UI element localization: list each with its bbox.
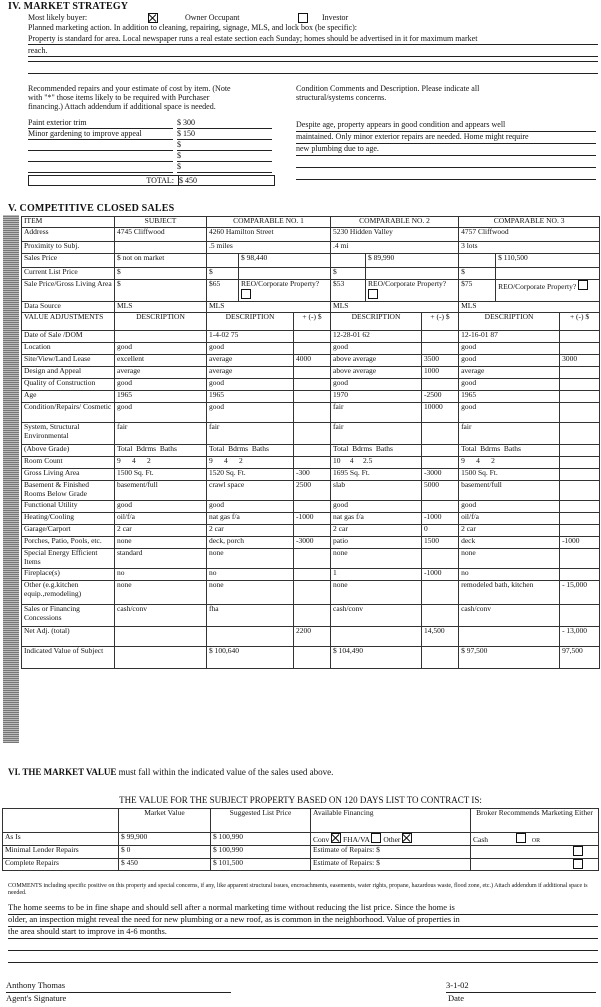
section-vi-title: VI. THE MARKET VALUE must fall within the indicated value of the sales used above. (8, 767, 334, 777)
table-row: Data Source MLS MLS MLS MLS (22, 302, 600, 313)
left-margin-stripe (3, 215, 19, 743)
subject-value: cash/conv (115, 605, 207, 627)
comp3-description: 2 car (459, 525, 560, 537)
comp2-description: good (331, 501, 422, 513)
comp1-adjustment (294, 549, 331, 569)
comp2-adjustment: 1000 (422, 367, 459, 379)
row-label: Design and Appeal (22, 367, 115, 379)
comp1-description: crawl space (207, 481, 294, 501)
comp3-description: average (459, 367, 560, 379)
reo-checkbox[interactable] (578, 280, 588, 290)
comp1-adjustment (294, 647, 331, 669)
subject-value: good (115, 403, 207, 423)
signature-date[interactable]: 3-1-02 (446, 981, 596, 993)
row-label: Sales or Financing Concessions (22, 605, 115, 627)
comp1-description: good (207, 403, 294, 423)
comp3-adjustment (560, 343, 600, 355)
repair-row[interactable]: $ (28, 151, 278, 162)
table-subheader-row: VALUE ADJUSTMENTS DESCRIPTION DESCRIPTION + (-) $ DESCRIPTION + (-) $ DESCRIPTION + (-) $ (22, 313, 600, 331)
table-row: Complete Repairs $ 450 $ 101,500 Estimate of Repairs: $ (3, 858, 599, 871)
comp1-description: good (207, 379, 294, 391)
comp2-description: cash/conv (331, 605, 422, 627)
comp3-adjustment: - 15,000 (560, 581, 600, 605)
subject-value: fair (115, 423, 207, 445)
table-row: Room Count 9 4 2 9 4 2 10 4 2.5 9 4 2 (22, 457, 600, 469)
table-row (22, 343, 600, 355)
reo-checkbox[interactable] (241, 289, 251, 299)
table-row: Address 4745 Cliffwood 4260 Hamilton Street 5230 Hidden Valley 4757 Cliffwood (22, 228, 600, 242)
subject-value: standard (115, 549, 207, 569)
comp3-description: 12-16-01 87 (459, 331, 560, 343)
comp1-adjustment (294, 605, 331, 627)
comp1-description: 2 car (207, 525, 294, 537)
comp1-adjustment: 4000 (294, 355, 331, 367)
table-row (22, 331, 600, 343)
comp1-description: 1965 (207, 391, 294, 403)
comp2-description: good (331, 343, 422, 355)
comp2-adjustment (422, 581, 459, 605)
comp1-description: good (207, 343, 294, 355)
table-row (22, 581, 600, 605)
row-label: Garage/Carport (22, 525, 115, 537)
row-label: Indicated Value of Subject (22, 647, 115, 669)
row-label: Functional Utility (22, 501, 115, 513)
comp2-adjustment (422, 605, 459, 627)
comp2-description: 1970 (331, 391, 422, 403)
repair-row[interactable]: $ (28, 140, 278, 151)
table-row: Sales Price $ not on market $ 98,440 $ 89,990 $ 110,500 (22, 254, 600, 268)
table-header-row: ITEM SUBJECT COMPARABLE NO. 1 COMPARABLE NO. 2 COMPARABLE NO. 3 (22, 217, 600, 228)
section-v-title: V. COMPETITIVE CLOSED SALES (8, 203, 175, 214)
other-checkbox[interactable] (402, 833, 412, 843)
comp3-adjustment (560, 367, 600, 379)
comp3-description: good (459, 379, 560, 391)
table-row: Current List Price $ $ $ $ (22, 268, 600, 280)
subject-value: none (115, 537, 207, 549)
comp2-adjustment: -1000 (422, 513, 459, 525)
comp1-description (207, 627, 294, 647)
comp1-adjustment (294, 423, 331, 445)
comp2-description: above average (331, 367, 422, 379)
row-label: Condition/Repairs/ Cosmetic (22, 403, 115, 423)
subject-value: good (115, 343, 207, 355)
row-label: Site/View/Land Lease (22, 355, 115, 367)
row-label: Fireplace(s) (22, 569, 115, 581)
comp1-adjustment (294, 581, 331, 605)
comp1-description: none (207, 549, 294, 569)
fha-va-checkbox[interactable] (371, 833, 381, 843)
row-label: Other (e.g.kitchen equip.,remodeling) (22, 581, 115, 605)
comp3-adjustment: 3000 (560, 355, 600, 367)
comp3-description: $ 97,500 (459, 647, 560, 669)
comp1-description: none (207, 581, 294, 605)
comp2-adjustment (422, 331, 459, 343)
comp3-description: fair (459, 423, 560, 445)
comp1-description: nat gas f/a (207, 513, 294, 525)
investor-checkbox[interactable] (298, 13, 308, 23)
comp3-adjustment (560, 423, 600, 445)
table-row (22, 513, 600, 525)
comp3-adjustment (560, 605, 600, 627)
table-row (22, 537, 600, 549)
comp1-description: 1-4-02 75 (207, 331, 294, 343)
table-row: Sale Price/Gross Living Area $ $65 REO/Corporate Property? $53 REO/Corporate Property? $75 REO/Corporate Property? (22, 280, 600, 302)
comp2-description: slab (331, 481, 422, 501)
comp3-adjustment (560, 549, 600, 569)
condition-comments[interactable]: Despite age, property appears in good condition and appears well maintained. Only minor exterior repairs are needed. Home might require new plumbing due to age. (296, 120, 596, 180)
table-row: As Is $ 99,900 $ 100,990 Conv FHA/VA Other Cash OR (3, 833, 599, 846)
comp2-description: 12-28-01 62 (331, 331, 422, 343)
comp1-adjustment (294, 501, 331, 513)
repair-row[interactable]: Minor gardening to improve appeal $ 150 (28, 129, 278, 140)
comp2-adjustment: 0 (422, 525, 459, 537)
comp3-description: 1965 (459, 391, 560, 403)
table-row (22, 605, 600, 627)
row-label: Heating/Cooling (22, 513, 115, 525)
comp3-description: no (459, 569, 560, 581)
investor-label: Investor (322, 13, 349, 22)
comp1-adjustment (294, 379, 331, 391)
comp2-adjustment (422, 549, 459, 569)
table-row (22, 403, 600, 423)
repairs-list (28, 118, 278, 186)
comp2-adjustment: 14,500 (422, 627, 459, 647)
comp3-description: deck (459, 537, 560, 549)
comp2-adjustment (422, 501, 459, 513)
subject-value: average (115, 367, 207, 379)
comp2-adjustment (422, 379, 459, 391)
table-row: (Above Grade) Total Bdrms Baths Total Bdrms Baths Total Bdrms Baths Total Bdrms Baths (22, 445, 600, 457)
conv-checkbox[interactable] (331, 833, 341, 843)
comp1-adjustment (294, 343, 331, 355)
repairs-header: Recommended repairs and your estimate of cost by item. (Note with "*" those items likely to be required with Purchaser financing.) Attach addendum if additional space is needed. (28, 84, 231, 112)
subject-value: good (115, 379, 207, 391)
comp2-description: fair (331, 403, 422, 423)
comp3-adjustment (560, 569, 600, 581)
comp2-description: above average (331, 355, 422, 367)
row-label: Basement & Finished Rooms Below Grade (22, 481, 115, 501)
comp3-adjustment (560, 391, 600, 403)
subject-value: no (115, 569, 207, 581)
comp3-description: oil/f/a (459, 513, 560, 525)
comp1-description: deck, porch (207, 537, 294, 549)
table-row: Proximity to Subj. .5 miles .4 mi 3 lots (22, 242, 600, 254)
row-label: Net Adj. (total) (22, 627, 115, 647)
comments-label: COMMENTS including specific positive on this property and special concerns, if any, like apparent structural issues, encroachments, easements, water rights, propane, hazardous waste, flood zone, etc.) Attach addendum if additional space is needed. (8, 883, 588, 896)
comp1-adjustment (294, 525, 331, 537)
row-label: Age (22, 391, 115, 403)
comp2-adjustment: 5000 (422, 481, 459, 501)
row-label: System, Structural Environmental (22, 423, 115, 445)
section-iv-title: IV. MARKET STRATEGY (8, 1, 129, 12)
comp1-description: average (207, 367, 294, 379)
table-row (22, 569, 600, 581)
date-label: Date (448, 993, 465, 1003)
comp1-adjustment: 2500 (294, 481, 331, 501)
blank-line (28, 60, 598, 62)
value-banner: THE VALUE FOR THE SUBJECT PROPERTY BASED ON 120 DAYS LIST TO CONTRACT IS: (119, 795, 482, 805)
comp2-description: none (331, 581, 422, 605)
row-label: Porches, Patio, Pools, etc. (22, 537, 115, 549)
comp3-description: basement/full (459, 481, 560, 501)
comp1-adjustment: -1000 (294, 513, 331, 525)
comp3-adjustment (560, 331, 600, 343)
comp3-description: remodeled bath, kitchen (459, 581, 560, 605)
comp2-adjustment (422, 423, 459, 445)
comp3-adjustment (560, 501, 600, 513)
comp2-adjustment: -2500 (422, 391, 459, 403)
repair-row[interactable]: $ (28, 162, 278, 173)
table-row (22, 379, 600, 391)
row-label: Date of Sale /DOM (22, 331, 115, 343)
planned-marketing-label: Planned marketing action. In addition to cleaning, repairing, signage, MLS, and lock box (be specific): (28, 23, 358, 32)
comp2-description: fair (331, 423, 422, 445)
comp3-adjustment (560, 513, 600, 525)
comp1-adjustment (294, 403, 331, 423)
comp3-description: good (459, 501, 560, 513)
cash-checkbox[interactable] (516, 833, 526, 843)
table-row (22, 549, 600, 569)
row-label: Special Energy Efficient Items (22, 549, 115, 569)
subject-value: good (115, 501, 207, 513)
buyer-label: Most likely buyer: (28, 13, 88, 22)
comp1-description: fair (207, 423, 294, 445)
broker-checkbox[interactable] (573, 846, 583, 856)
comp2-description: good (331, 379, 422, 391)
table-row (22, 525, 600, 537)
comp3-description: good (459, 403, 560, 423)
row-label: Location (22, 343, 115, 355)
table-row: Gross Living Area 1500 Sq. Ft. 1520 Sq. Ft. -300 1695 Sq. Ft. -3000 1500 Sq. Ft. (22, 469, 600, 481)
comp1-adjustment (294, 367, 331, 379)
table-row (22, 481, 600, 501)
comp3-description: good (459, 343, 560, 355)
comp2-adjustment (422, 647, 459, 669)
comp3-adjustment (560, 525, 600, 537)
subject-value: excellent (115, 355, 207, 367)
agent-signature[interactable]: Anthony Thomas (6, 981, 231, 993)
comp1-description: average (207, 355, 294, 367)
subject-value: oil/f/a (115, 513, 207, 525)
subject-value (115, 627, 207, 647)
table-row (22, 627, 600, 647)
table-row (22, 647, 600, 669)
comments-text[interactable]: The home seems to be in fine shape and should sell after a normal marketing time without reducing the list price. Since the home is older, an inspection might reveal the need for new plumbing or a new roof, as is common in the neighborhood. Value of properties in the area should start to improve in 4-6 months. (8, 903, 598, 963)
comp1-description: no (207, 569, 294, 581)
subject-value: basement/full (115, 481, 207, 501)
repair-row[interactable]: Paint exterior trim $ 300 (28, 118, 278, 129)
comp1-description: $ 100,640 (207, 647, 294, 669)
comp2-adjustment: -1000 (422, 569, 459, 581)
subject-value (115, 331, 207, 343)
comp2-description: nat gas f/a (331, 513, 422, 525)
comp3-adjustment (560, 403, 600, 423)
agent-signature-label: Agent's Signature (6, 993, 67, 1003)
comp1-adjustment: -3000 (294, 537, 331, 549)
broker-checkbox[interactable] (573, 859, 583, 869)
comp1-description: good (207, 501, 294, 513)
comp1-adjustment: 2200 (294, 627, 331, 647)
comp2-adjustment: 10000 (422, 403, 459, 423)
table-row (22, 355, 600, 367)
comp3-adjustment: - 13,000 (560, 627, 600, 647)
comp2-description: $ 104,490 (331, 647, 422, 669)
table-row (22, 367, 600, 379)
comp2-description: patio (331, 537, 422, 549)
comp1-adjustment (294, 331, 331, 343)
planned-marketing-line1[interactable]: Property is standard for area. Local newspaper runs a real estate section each Sunday; homes should be advertised in it for maximum market (28, 34, 598, 45)
row-label: Quality of Construction (22, 379, 115, 391)
comp3-description (459, 627, 560, 647)
comp3-adjustment: -1000 (560, 537, 600, 549)
comp1-adjustment (294, 569, 331, 581)
comp1-adjustment (294, 391, 331, 403)
reo-checkbox[interactable] (368, 289, 378, 299)
comp2-adjustment: 1500 (422, 537, 459, 549)
table-header-row: Market Value Suggested List Price Available Financing Broker Recommends Marketing Either (3, 809, 599, 833)
subject-value: 1965 (115, 391, 207, 403)
comp2-description: 2 car (331, 525, 422, 537)
condition-header: Condition Comments and Description. Please indicate all structural/systems concerns. (296, 84, 480, 103)
table-row (22, 423, 600, 445)
table-row: Minimal Lender Repairs $ 0 $ 100,990 Estimate of Repairs: $ (3, 845, 599, 858)
comp2-description: none (331, 549, 422, 569)
owner-occupant-checkbox[interactable] (148, 13, 158, 23)
owner-occupant-label: Owner Occupant (185, 13, 240, 22)
comp3-adjustment (560, 379, 600, 391)
comp3-adjustment: 97,500 (560, 647, 600, 669)
comp3-description: none (459, 549, 560, 569)
comp2-adjustment: 3500 (422, 355, 459, 367)
planned-marketing-line2[interactable]: reach. (28, 46, 598, 57)
comp2-description: 1 (331, 569, 422, 581)
comp3-description: good (459, 355, 560, 367)
comparables-table (21, 216, 600, 669)
table-row (22, 391, 600, 403)
subject-value: 2 car (115, 525, 207, 537)
repair-total-row: TOTAL: $ 450 (28, 175, 278, 186)
comp1-description: fha (207, 605, 294, 627)
blank-line (28, 72, 598, 74)
subject-value (115, 647, 207, 669)
comp2-description (331, 627, 422, 647)
comp3-adjustment (560, 481, 600, 501)
table-row (22, 501, 600, 513)
market-value-table (2, 808, 599, 871)
comp2-adjustment (422, 343, 459, 355)
subject-value: none (115, 581, 207, 605)
comp3-description: cash/conv (459, 605, 560, 627)
